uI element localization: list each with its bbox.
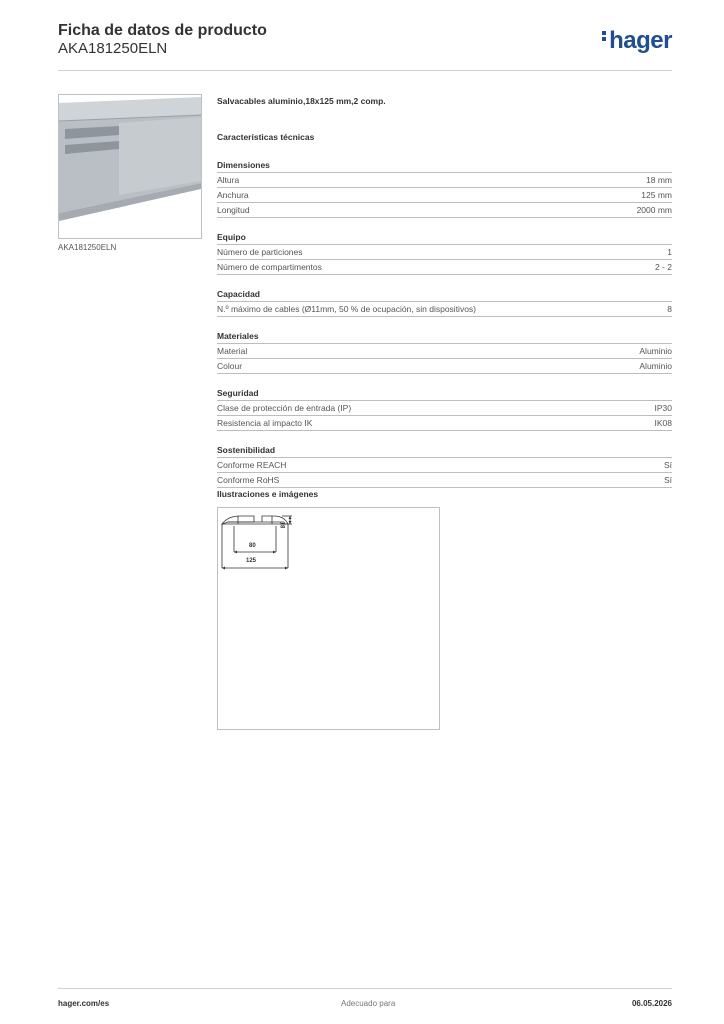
section-materiales bbox=[217, 329, 672, 374]
section-capacidad bbox=[217, 287, 672, 317]
section-seguridad bbox=[217, 386, 672, 431]
section-dimensiones bbox=[217, 158, 672, 218]
illustrations-heading: Ilustraciones e imágenes bbox=[217, 489, 319, 499]
spec-label: Resistencia al impacto IK bbox=[217, 418, 313, 428]
dim-inner-label: 80 bbox=[249, 543, 256, 549]
tech-heading: Características técnicas bbox=[217, 132, 315, 142]
page-footer bbox=[58, 988, 672, 1008]
section-title: Sostenibilidad bbox=[217, 443, 672, 458]
spec-label: Anchura bbox=[217, 190, 249, 200]
page-title: Ficha de datos de producto bbox=[58, 22, 267, 39]
spec-row bbox=[217, 359, 672, 374]
spec-label: Clase de protección de entrada (IP) bbox=[217, 403, 352, 413]
product-photo bbox=[58, 94, 202, 239]
spec-value: 1 bbox=[667, 247, 672, 257]
spec-label: Longitud bbox=[217, 205, 250, 215]
spec-label: Número de particiones bbox=[217, 247, 303, 257]
spec-row bbox=[217, 245, 672, 260]
spec-value: 2000 mm bbox=[636, 205, 672, 215]
logo-text: hager bbox=[609, 27, 672, 54]
footer-date: 06.05.2026 bbox=[631, 999, 672, 1008]
spec-row bbox=[217, 416, 672, 431]
spec-value: 18 mm bbox=[646, 175, 672, 185]
spec-value: IP30 bbox=[654, 403, 672, 413]
spec-value: Sí bbox=[663, 460, 672, 470]
spec-value: 125 mm bbox=[641, 190, 672, 200]
profile-drawing bbox=[218, 508, 439, 729]
section-title: Materiales bbox=[217, 329, 672, 344]
product-code: AKA181250ELN bbox=[58, 40, 168, 57]
footer-site[interactable]: hager.com/es bbox=[58, 999, 110, 1008]
section-title: Equipo bbox=[217, 230, 672, 245]
spec-row bbox=[217, 473, 672, 488]
spec-label: Colour bbox=[217, 361, 243, 371]
spec-value: Aluminio bbox=[639, 361, 672, 371]
logo-dots-icon bbox=[602, 29, 607, 43]
page-header bbox=[58, 20, 672, 71]
technical-drawing bbox=[217, 507, 440, 730]
section-title: Capacidad bbox=[217, 287, 672, 302]
spec-value: IK08 bbox=[654, 418, 672, 428]
cable-duct-image bbox=[59, 95, 201, 238]
spec-value: 8 bbox=[667, 304, 672, 314]
spec-row bbox=[217, 458, 672, 473]
spec-label: N.º máximo de cables (Ø11mm, 50 % de ocupación, sin dispositivos) bbox=[217, 304, 477, 314]
spec-row bbox=[217, 302, 672, 317]
spec-label: Número de compartimentos bbox=[217, 262, 322, 272]
section-title: Dimensiones bbox=[217, 158, 672, 173]
spec-row bbox=[217, 260, 672, 275]
section-sostenibilidad bbox=[217, 443, 672, 488]
photo-caption: AKA181250ELN bbox=[58, 243, 117, 252]
spec-row bbox=[217, 173, 672, 188]
spec-row bbox=[217, 344, 672, 359]
spec-value: Sí bbox=[663, 475, 672, 485]
spec-label: Conforme REACH bbox=[217, 460, 287, 470]
spec-value: Aluminio bbox=[639, 346, 672, 356]
dim-width-label: 125 bbox=[246, 558, 257, 564]
spec-row bbox=[217, 188, 672, 203]
dim-height-label: 18 bbox=[278, 521, 285, 529]
hager-logo bbox=[602, 27, 672, 55]
spec-value: 2 - 2 bbox=[654, 262, 672, 272]
footer-center-text: Adecuado para bbox=[341, 999, 396, 1008]
spec-label: Material bbox=[217, 346, 248, 356]
section-equipo bbox=[217, 230, 672, 275]
spec-row bbox=[217, 401, 672, 416]
product-description: Salvacables aluminio,18x125 mm,2 comp. bbox=[217, 96, 386, 106]
spec-row bbox=[217, 203, 672, 218]
section-title: Seguridad bbox=[217, 386, 672, 401]
spec-content bbox=[217, 96, 672, 488]
spec-label: Conforme RoHS bbox=[217, 475, 280, 485]
spec-label: Altura bbox=[217, 175, 240, 185]
